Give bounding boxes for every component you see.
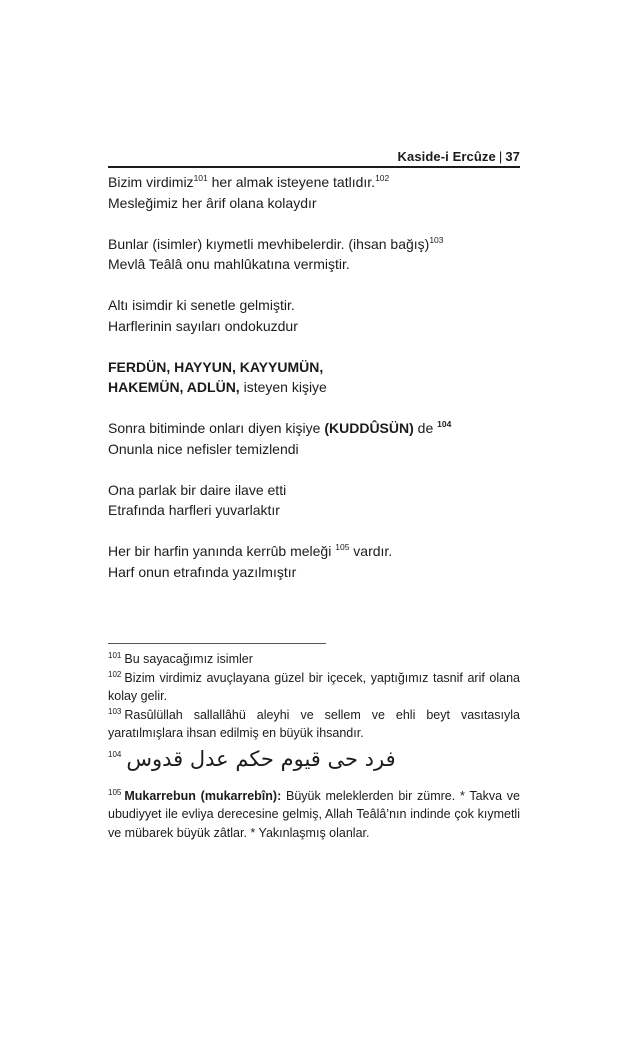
stanza-7-text-b: vardır. [349,543,393,559]
footnote-ref-105[interactable]: 105 [335,542,350,552]
footnote-number: 105 [108,787,122,797]
stanza-2-text-a: Bunlar (isimler) kıymetli mevhibelerdir. (ihsan bağış) [108,235,430,252]
footnote-103 [108,706,520,743]
footnote-102 [108,669,520,706]
stanza-3 [108,295,528,336]
poem-body [108,172,528,603]
header-title: Kaside-i Ercûze [397,149,496,164]
page-number: 37 [505,149,520,164]
stanza-1-text-b: her almak isteyene tatlıdır. [207,174,376,190]
footnote-104 [108,746,520,777]
stanza-4-rest: isteyen kişiye [239,379,327,395]
footnote-105 [108,787,520,843]
footnote-number: 102 [108,669,122,679]
stanza-2-line-2: Mevlâ Teâlâ onu mahlûkatına vermiştir. [108,256,350,272]
footnote-text: Büyük meleklerden bir zümre. * Takva ve ubudiyyet ile evliya derecesine gelmiş, Allah Teâlâ’nın indinde çok kıymetli ve mübarek büyük zâtlar. * Yakınlaşmış olanlar. [108,788,520,840]
stanza-4-names-2: HAKEMÜN, ADLÜN, [108,379,240,395]
stanza-6 [108,480,528,521]
footnote-text: Rasûlüllah sallallâhü aleyhi ve sellem ve ehli beyt vasıtasıyla yaratılmışlara ihsan edilmiş en büyük ihsandır. [108,707,520,740]
stanza-7-line-2: Harf onun etrafında yazılmıştır [108,563,297,580]
stanza-6-line-1: Ona parlak bir daire ilave etti [108,481,287,498]
footnote-ref-102[interactable]: 102 [375,173,390,183]
stanza-7-text-a: Her bir harfin yanında kerrûb meleği [108,543,336,559]
footnote-101 [108,650,520,669]
footnote-arabic-text: فرد حی قیوم حکم عدل قدوس [126,746,396,771]
stanza-1-text-a: Bizim virdimiz [108,174,194,190]
header-separator: | [498,149,503,164]
footnote-ref-103[interactable]: 103 [429,234,444,245]
stanza-7 [108,541,528,582]
stanza-3-line-1: Altı isimdir ki senetle gelmiştir. [108,297,295,313]
footnotes [108,650,520,842]
stanza-5-line-2: Onunla nice nefisler temizlendi [108,440,299,457]
footnote-ref-104[interactable]: 104 [437,419,452,429]
footnote-number: 101 [108,651,122,660]
stanza-6-line-2: Etrafında harfleri yuvarlaktır [108,502,280,518]
stanza-5-name: (KUDDÛSÜN) [324,420,414,436]
footnote-number: 103 [108,706,122,716]
stanza-4-names-1: FERDÜN, HAYYUN, KAYYUMÜN, [108,358,324,375]
footnote-ref-101[interactable]: 101 [193,173,208,183]
stanza-3-line-2: Harflerinin sayıları ondokuzdur [108,317,298,334]
stanza-5-text-b: de [413,420,438,436]
footnote-text: Bizim virdimiz avuçlayana güzel bir içecek, yaptığımız tasnif arif olana kolay gelir. [108,670,520,703]
running-header [108,149,520,164]
stanza-1-line-2: Mesleğimiz her ârif olana kolaydır [108,194,317,211]
footnote-term: Mukarrebun (mukarrebîn): [124,788,282,803]
footnote-text: Bu sayacağımız isimler [124,652,253,666]
stanza-5 [108,418,528,459]
stanza-4 [108,357,528,398]
footnote-divider [108,643,326,644]
stanza-2 [108,234,528,275]
stanza-5-text-a: Sonra bitiminde onları diyen kişiye [108,420,325,436]
footnote-number: 104 [108,749,122,759]
header-rule [108,166,520,168]
stanza-1 [108,172,528,213]
